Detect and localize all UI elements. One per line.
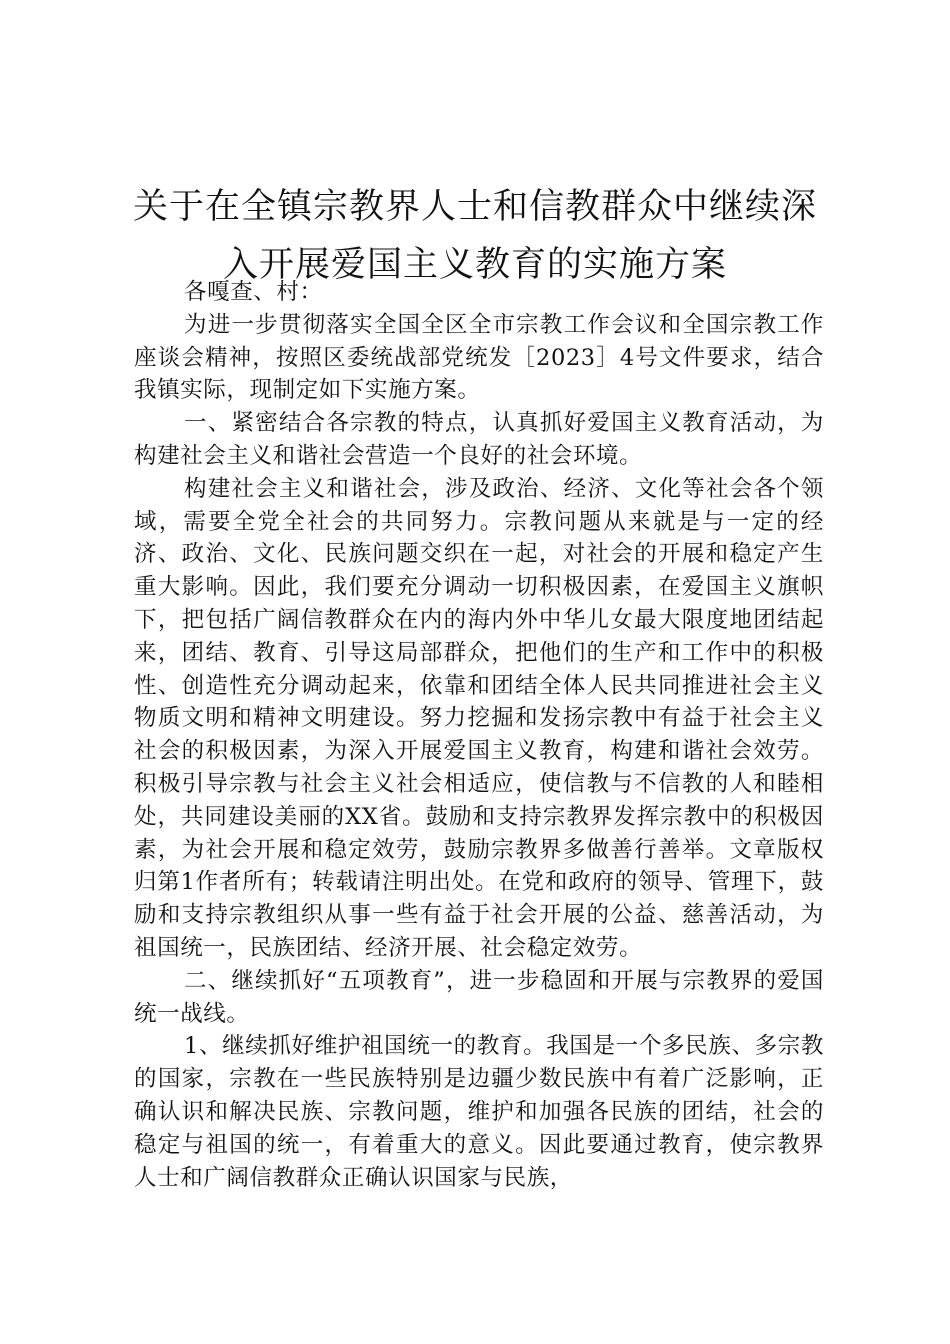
section-heading-2: 二、继续抓好“五项教育”，进一步稳固和开展与宗教界的爱国统一战线。 — [134, 967, 824, 1027]
salutation: 各嘎查、村： — [184, 279, 323, 305]
document-body — [134, 276, 824, 1194]
paragraph-harmonious-society: 构建社会主义和谐社会，涉及政治、经济、文化等社会各个领域，需要全党全社会的共同努力。宗教问题从来就是与一定的经济、政治、文化、民族问题交织在一起，对社会的开展和稳定产生重大影响。因此，我们要充分调动一切积极因素，在爱国主义旗帜下，把包括广阔信教群众在内的海内外中华儿女最大限度地团结起来，团结、教育、引导这局部群众，把他们的生产和工作中的积极性、创造性充分调动起来，依靠和团结全体人民共同推进社会主义物质文明和精神文明建设。努力挖掘和发扬宗教中有益于社会主义社会的积极因素，为深入开展爱国主义教育，构建和谐社会效劳。积极引导宗教与社会主义社会相适应，使信教与不信教的人和睦相处，共同建设美丽的XX省。鼓励和支持宗教界发挥宗教中的积极因素，为社会开展和稳定效劳，鼓励宗教界多做善行善举。文章版权归第1作者所有；转载请注明出处。在党和政府的领导、管理下，鼓励和支持宗教组织从事一些有益于社会开展的公益、慈善活动，为祖国统一，民族团结、经济开展、社会稳定效劳。 — [134, 475, 824, 961]
section-heading-1: 一、紧密结合各宗教的特点，认真抓好爱国主义教育活动，为构建社会主义和谐社会营造一个良好的社会环境。 — [134, 410, 824, 469]
title-line-1: 关于在全镇宗教界人士和信教群众中继续深 — [132, 187, 817, 227]
title-line-2: 入开展爱国主义教育的实施方案 — [222, 245, 727, 285]
paragraph-intro: 为进一步贯彻落实全国全区全市宗教工作会议和全国宗教工作座谈会精神，按照区委统战部党统发［2023］4号文件要求，结合我镇实际，现制定如下实施方案。 — [134, 311, 824, 404]
paragraph-unity-education: 1、继续抓好维护祖国统一的教育。我国是一个多民族、多宗教的国家，宗教在一些民族特别是边疆少数民族中有着广泛影响，正确认识和解决民族、宗教问题，维护和加强各民族的团结，社会的稳定与祖国的统一，有着重大的意义。因此要通过教育，使宗教界人士和广阔信教群众正确认识国家与民族， — [134, 1033, 824, 1191]
